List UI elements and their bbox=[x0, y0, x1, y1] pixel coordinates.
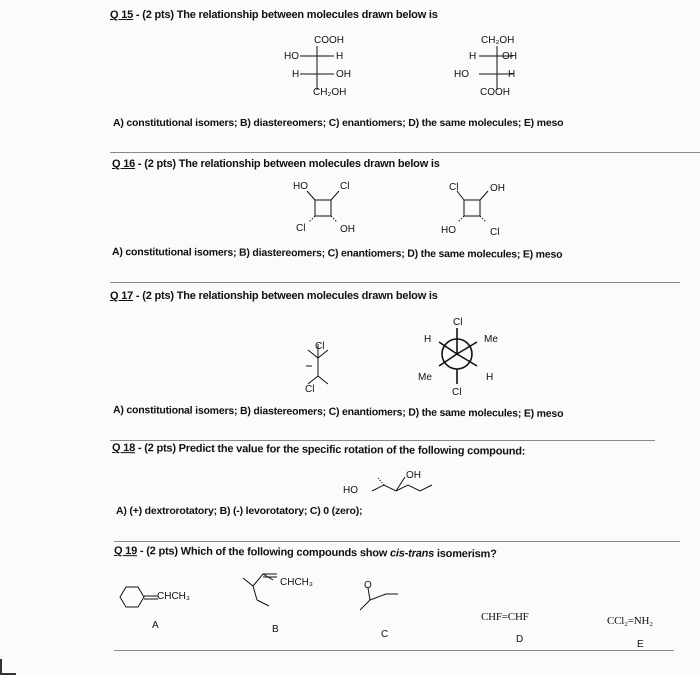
q15-left-r1l: HO bbox=[284, 51, 299, 62]
q19-letter-a: A bbox=[152, 620, 159, 631]
q16-options: A) constitutional isomers; B) diastereomers; C) enantiomers; D) the same molecules; E) meso bbox=[111, 246, 563, 261]
q15-header bbox=[110, 9, 438, 21]
q19-letter-d: D bbox=[516, 634, 524, 645]
crop-corner-mark bbox=[0, 659, 16, 675]
q17-options: A) constitutional isomers; B) diastereomers; C) enantiomers; D) the same molecules; E) meso bbox=[112, 404, 564, 420]
question-text: - (2 pts) The relationship between molecules drawn below is bbox=[135, 290, 438, 302]
q15-right-top: CH₂OH bbox=[481, 35, 515, 46]
q17-right-lt: H bbox=[424, 334, 432, 345]
q19-b-label: CHCH₃ bbox=[280, 577, 313, 588]
q17-right-rb: H bbox=[486, 372, 494, 383]
q16-right-br: Cl bbox=[490, 227, 500, 238]
q19-a-label: CHCH₃ bbox=[157, 591, 190, 602]
q19-header bbox=[114, 545, 497, 560]
q19-b-skeleton bbox=[235, 568, 285, 613]
q18-ho-label: HO bbox=[343, 485, 358, 496]
question-text: - (2 pts) Predict the value for the specific rotation of the following compound: bbox=[137, 442, 526, 458]
q19-letter-b: B bbox=[272, 624, 279, 635]
q17-header bbox=[110, 290, 438, 302]
q19-c-skeleton bbox=[352, 580, 412, 620]
q15-left-top: COOH bbox=[314, 35, 344, 46]
q17-left-top: Cl bbox=[315, 341, 325, 352]
question-number: Q 17 bbox=[110, 290, 134, 302]
q16-left-tl: HO bbox=[293, 181, 308, 192]
q15-left-r2l: H bbox=[292, 69, 300, 80]
q19-letter-c: C bbox=[381, 629, 389, 640]
q15-left-r2r: OH bbox=[336, 69, 351, 80]
question-text: - (2 pts) Which of the following compounds show bbox=[139, 545, 391, 560]
q17-left-bottom: Cl bbox=[305, 384, 315, 395]
question-text-end: isomerism? bbox=[434, 547, 497, 561]
question-number: Q 18 bbox=[111, 442, 136, 455]
q18-oh-label: OH bbox=[406, 470, 421, 481]
q17-right-bottom: Cl bbox=[452, 387, 462, 398]
q17-right-rt: Me bbox=[484, 334, 498, 345]
divider bbox=[114, 541, 680, 542]
q16-left-br: OH bbox=[340, 224, 355, 235]
divider bbox=[110, 440, 655, 441]
q16-left-bl: Cl bbox=[296, 223, 306, 234]
q16-right-bl: HO bbox=[441, 225, 456, 236]
divider bbox=[110, 152, 700, 153]
q19-e-formula: CCl₂=NH₂ bbox=[607, 615, 653, 627]
q18-options: A) (+) dextrorotatory; B) (-) levorotatory; C) 0 (zero); bbox=[116, 505, 363, 517]
q17-right-top: Cl bbox=[453, 317, 463, 328]
divider bbox=[114, 650, 674, 651]
q16-right-tr: OH bbox=[490, 183, 505, 194]
q17-right-lb: Me bbox=[418, 372, 432, 383]
q19-c-label: O bbox=[364, 580, 372, 591]
q15-right-r1l: H bbox=[469, 51, 477, 62]
q17-newman-right bbox=[425, 320, 505, 400]
q19-d-formula: CHF=CHF bbox=[481, 611, 529, 623]
q15-right-bottom: COOH bbox=[480, 87, 510, 98]
q15-right-r1r: OH bbox=[502, 51, 517, 62]
q15-right-r2r: H bbox=[508, 69, 516, 80]
question-number: Q 15 bbox=[110, 9, 134, 21]
question-number: Q 19 bbox=[113, 545, 138, 558]
q15-right-r2l: HO bbox=[454, 69, 469, 80]
q16-left-tr: Cl bbox=[340, 181, 350, 192]
divider bbox=[110, 282, 680, 283]
q16-right-tl: Cl bbox=[449, 182, 459, 193]
q18-diol-skeleton bbox=[350, 465, 450, 505]
q18-header bbox=[112, 442, 525, 458]
q16-header bbox=[112, 158, 440, 170]
q19-letter-e: E bbox=[637, 639, 644, 650]
question-text: - (2 pts) The relationship between molecules drawn below is bbox=[137, 158, 440, 170]
q15-options: A) constitutional isomers; B) diastereomers; C) enantiomers; D) the same molecules; E) meso bbox=[113, 117, 564, 129]
question-number: Q 16 bbox=[112, 158, 136, 170]
question-text-italic: cis-trans bbox=[389, 547, 435, 560]
q15-left-bottom: CH₂OH bbox=[313, 87, 347, 98]
q15-left-r1r: H bbox=[336, 51, 344, 62]
question-text: - (2 pts) The relationship between molecules drawn below is bbox=[135, 9, 438, 21]
